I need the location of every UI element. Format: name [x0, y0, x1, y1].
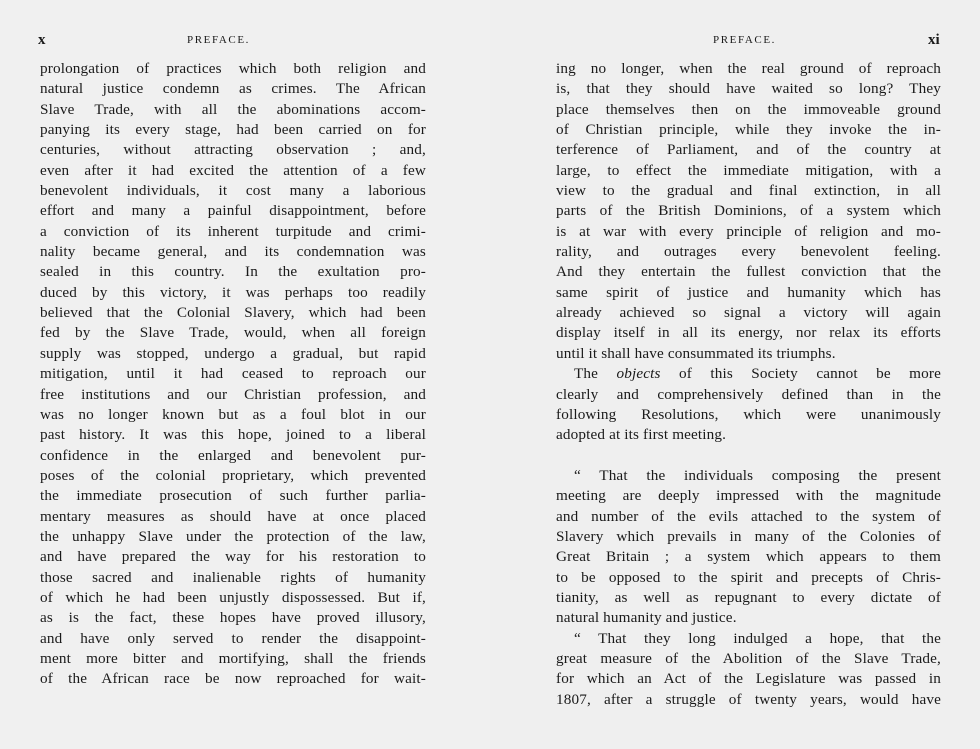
- text-line: fed by the Slave Trade, would, when all foreign: [40, 324, 426, 342]
- text-line: tianity, as well as repugnant to every dictate of: [556, 588, 941, 606]
- text-line: the unhappy Slave under the protection of the law,: [40, 527, 426, 545]
- text-line: the immediate prosecution of such further parlia-: [40, 487, 426, 505]
- text-line: large, to effect the immediate mitigation, with a: [556, 161, 941, 179]
- text-run: The: [574, 365, 617, 383]
- text-line: “ That they long indulged a hope, that the: [574, 629, 941, 647]
- text-line: effort and many a painful disappointment, before: [40, 202, 426, 220]
- text-line: confidence in the enlarged and benevolent pur-: [40, 446, 426, 464]
- text-line: mitigation, until it had ceased to reproach our: [40, 365, 426, 383]
- text-run: of this Society cannot be more: [660, 365, 941, 383]
- text-line: view to the gradual and final extinction, in all: [556, 182, 941, 200]
- right-page: [490, 0, 980, 749]
- text-line: parts of the British Dominions, of a system which: [556, 202, 941, 220]
- text-line: as is the fact, these hopes have proved illusory,: [40, 609, 426, 627]
- text-line: natural justice condemn as crimes. The African: [40, 80, 426, 98]
- running-head: PREFACE.: [187, 34, 251, 46]
- text-line: centuries, without attracting observation ; and,: [40, 141, 426, 159]
- text-line: clearly and comprehensively defined than in the: [556, 385, 941, 403]
- text-line: for which an Act of the Legislature was passed in: [556, 670, 941, 688]
- text-line: poses of the colonial proprietary, which prevented: [40, 466, 426, 484]
- text-line: a conviction of its inherent turpitude and crimi-: [40, 222, 426, 240]
- text-line: panying its every stage, had been carried on for: [40, 121, 426, 139]
- text-line: [556, 364, 941, 384]
- text-line: past history. It was this hope, joined to a liberal: [40, 426, 426, 444]
- text-line: Slave Trade, with all the abominations accom-: [40, 100, 426, 118]
- text-line: “ That the individuals composing the present: [574, 466, 941, 484]
- text-line: already achieved so signal a victory will again: [556, 304, 941, 322]
- text-line: mentary measures as should have at once placed: [40, 507, 426, 525]
- text-line: of the African race be now reproached for wait-: [40, 670, 426, 688]
- text-line: natural humanity and justice.: [556, 609, 737, 627]
- text-line: and number of the evils attached to the system of: [556, 507, 941, 525]
- text-line: is, that they should have waited so long? They: [556, 80, 941, 98]
- text-line: and have prepared the way for his restoration to: [40, 548, 426, 566]
- text-line: Slavery which prevails in many of the Colonies of: [556, 527, 941, 545]
- text-line: prolongation of practices which both religion and: [40, 60, 426, 77]
- text-line: is at war with every principle of religion and mo-: [556, 222, 941, 240]
- text-line: those sacred and inalienable rights of humanity: [40, 568, 426, 586]
- text-line: benevolent individuals, it cost many a laborious: [40, 182, 426, 200]
- text-line: sealed in this country. In the exultation pro-: [40, 263, 426, 281]
- text-line: place themselves then on the immoveable ground: [556, 100, 941, 118]
- paragraph-gap: [556, 446, 941, 466]
- text-line: until it shall have consummated its triumphs.: [556, 344, 836, 362]
- text-line: even after it had excited the attention of a few: [40, 161, 426, 179]
- text-line: meeting are deeply impressed with the magnitude: [556, 487, 941, 505]
- text-line: of Christian principle, while they invoke the in-: [556, 121, 941, 139]
- text-line: rality, and outrages every benevolent feeling.: [556, 243, 941, 261]
- text-line: believed that the Colonial Slavery, which had been: [40, 304, 426, 322]
- body-text: [40, 59, 426, 690]
- text-line: Great Britain ; a system which appears to them: [556, 548, 941, 566]
- text-line: duced by this victory, it was perhaps too readily: [40, 283, 426, 301]
- page-number: xi: [928, 32, 940, 48]
- body-text: [556, 59, 941, 710]
- text-line: 1807, after a struggle of twenty years, would have: [556, 690, 941, 708]
- text-line: display itself in all its energy, nor relax its efforts: [556, 324, 941, 342]
- text-line: adopted at its first meeting.: [556, 426, 727, 444]
- text-line: terference of Parliament, and of the country at: [556, 141, 941, 159]
- text-line: and have only served to render the disappoint-: [40, 629, 426, 647]
- text-line: was no longer known but as a foul blot in our: [40, 405, 426, 423]
- text-line: following Resolutions, which were unanimously: [556, 405, 941, 423]
- text-line: great measure of the Abolition of the Slave Trade,: [556, 649, 941, 667]
- text-line: ing no longer, when the real ground of reproach: [556, 60, 941, 77]
- text-line: same spirit of justice and humanity which has: [556, 283, 941, 301]
- text-line: of which he had been unjustly dispossessed. But if,: [40, 588, 426, 606]
- italic-emphasis: objects: [616, 365, 661, 383]
- text-line: supply was stopped, undergo a gradual, but rapid: [40, 344, 426, 362]
- text-line: to be opposed to the spirit and precepts of Chris-: [556, 568, 941, 586]
- text-line: nality became general, and its condemnation was: [40, 243, 426, 261]
- text-line: free institutions and our Christian profession, and: [40, 385, 426, 403]
- text-line: ment more bitter and mortifying, shall the friends: [40, 649, 426, 667]
- text-line: And they entertain the fullest conviction that the: [556, 263, 941, 281]
- page-number: x: [38, 32, 46, 48]
- running-head: PREFACE.: [713, 34, 777, 46]
